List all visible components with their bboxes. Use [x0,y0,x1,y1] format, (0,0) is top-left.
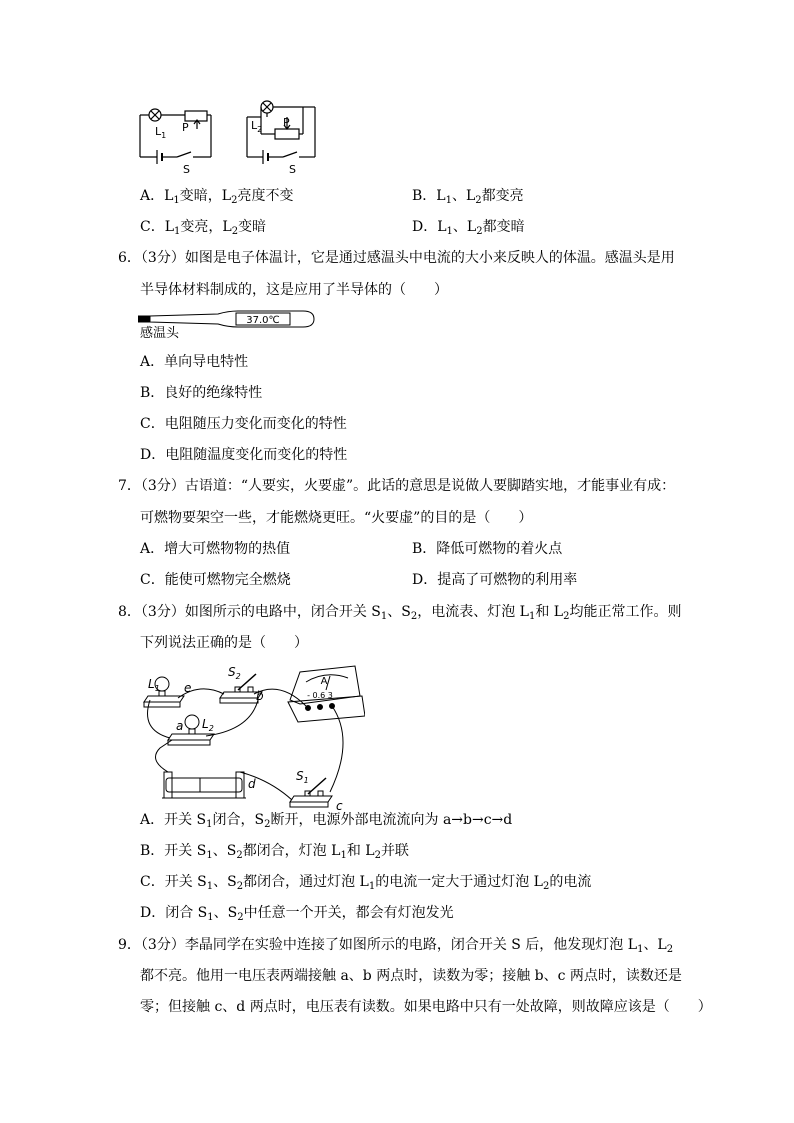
q8-point-a: a [176,719,184,733]
q7-option-d: D．提高了可燃物的利用率 [412,572,578,588]
q8-lamp-l2-icon [185,715,199,729]
q8-point-b: b [256,689,264,703]
q8-ammeter-scale: - 0.6 3 [307,691,333,700]
q8-l1-label: $L_1$ [148,677,160,693]
q8-option-d: D．闭合 $S_1$、$S_2$中任意一个开关，都会有灯泡发光 [140,905,454,923]
q7-option-b: B．降低可燃物的着火点 [412,541,563,557]
q5-rheostat-right-icon [275,129,299,139]
q5-p-label-left: P [182,121,189,134]
q5-l2-label: $L_2$ [251,119,263,134]
q7-option-a: A．增大可燃物物的热值 [140,541,291,557]
q6-option-c: C．电阻随压力变化而变化的特性 [140,416,347,432]
q5-option-a: A．$L_1$变暗，$L_2$亮度不变 [140,188,294,206]
q7-line-2: 可燃物要架空一些，才能燃烧更旺。“火要虚”的目的是（ ） [140,510,533,526]
q5-option-d: D．$L_1$、$L_2$都变暗 [412,219,525,237]
q6-option-d: D．电阻随温度变化而变化的特性 [140,447,348,463]
q5-rheostat-left-icon [185,111,207,121]
q8-ammeter-label: A [320,676,328,687]
q7-option-c: C．能使可燃物完全燃烧 [140,572,291,588]
q5-option-b: B．$L_1$、$L_2$都变亮 [412,188,524,206]
q8-s1-label: $S_1$ [296,769,309,785]
q8-l2-label: $L_2$ [202,717,214,733]
q8-point-d: d [248,777,256,791]
q6-option-b: B．良好的绝缘特性 [140,385,263,401]
q8-line-1: 8．（3分）如图所示的电路中，闭合开关 $S_1$、$S_2$，电流表、灯泡 $L_1$和 $L_2$均能正常工作。则 [118,604,682,622]
q9-line-2: 都不亮。他用一电压表两端接触 a、b 两点时，读数为零；接触 b、c 两点时，读数还是 [140,968,682,984]
q8-option-b: B．开关 $S_1$、$S_2$都闭合，灯泡 $L_1$和 $L_2$并联 [140,843,409,861]
q7-line-1: 7．（3分）古语道：“人要实，火要虚”。此话的意思是说做人要脚踏实地，才能事业有成： [118,478,676,494]
q5-s-label-left: S [183,163,190,175]
q5-l1-label: $L_1$ [155,125,167,140]
q8-option-c: C．开关 $S_1$、$S_2$都闭合，通过灯泡 $L_1$的电流一定大于通过灯泡 $L_2$的电流 [140,874,592,892]
q6-line-1: 6．（3分）如图是电子体温计，它是通过感温头中电流的大小来反映人的体温。感温头是用 [118,250,675,266]
q6-thermometer-display: 37.0℃ [246,315,280,326]
q9-line-1: 9．（3分）李晶同学在实验中连接了如图所示的电路，闭合开关 S 后，他发现灯泡 $L_1$、$L_2$ [118,937,674,955]
q8-option-a: A．开关 $S_1$闭合，$S_2$断开，电源外部电流流向为 a→b→c→d [140,812,513,830]
q6-option-a: A．单向导电特性 [140,354,249,370]
q8-battery-icon [166,778,242,792]
q5-option-c: C．$L_1$变亮，$L_2$变暗 [140,219,267,237]
q8-line-2: 下列说法正确的是（ ） [140,635,308,651]
q9-line-3: 零；但接触 c、d 两点时，电压表有读数。如果电路中只有一处故障，则故障应该是（ ） [140,999,712,1015]
q8-point-c: c [336,799,343,813]
q6-line-2: 半导体材料制成的，这是应用了半导体的（ ） [140,282,448,298]
q6-thermometer-label: 感温头 [140,326,180,341]
q5-circuit-figure [135,95,325,175]
q8-circuit-figure [140,660,365,820]
q5-s-label-right: S [289,163,296,175]
q8-s2-label: $S_2$ [228,665,241,681]
q5-p-label-right: P [283,116,290,129]
q8-point-e: e [184,681,192,695]
